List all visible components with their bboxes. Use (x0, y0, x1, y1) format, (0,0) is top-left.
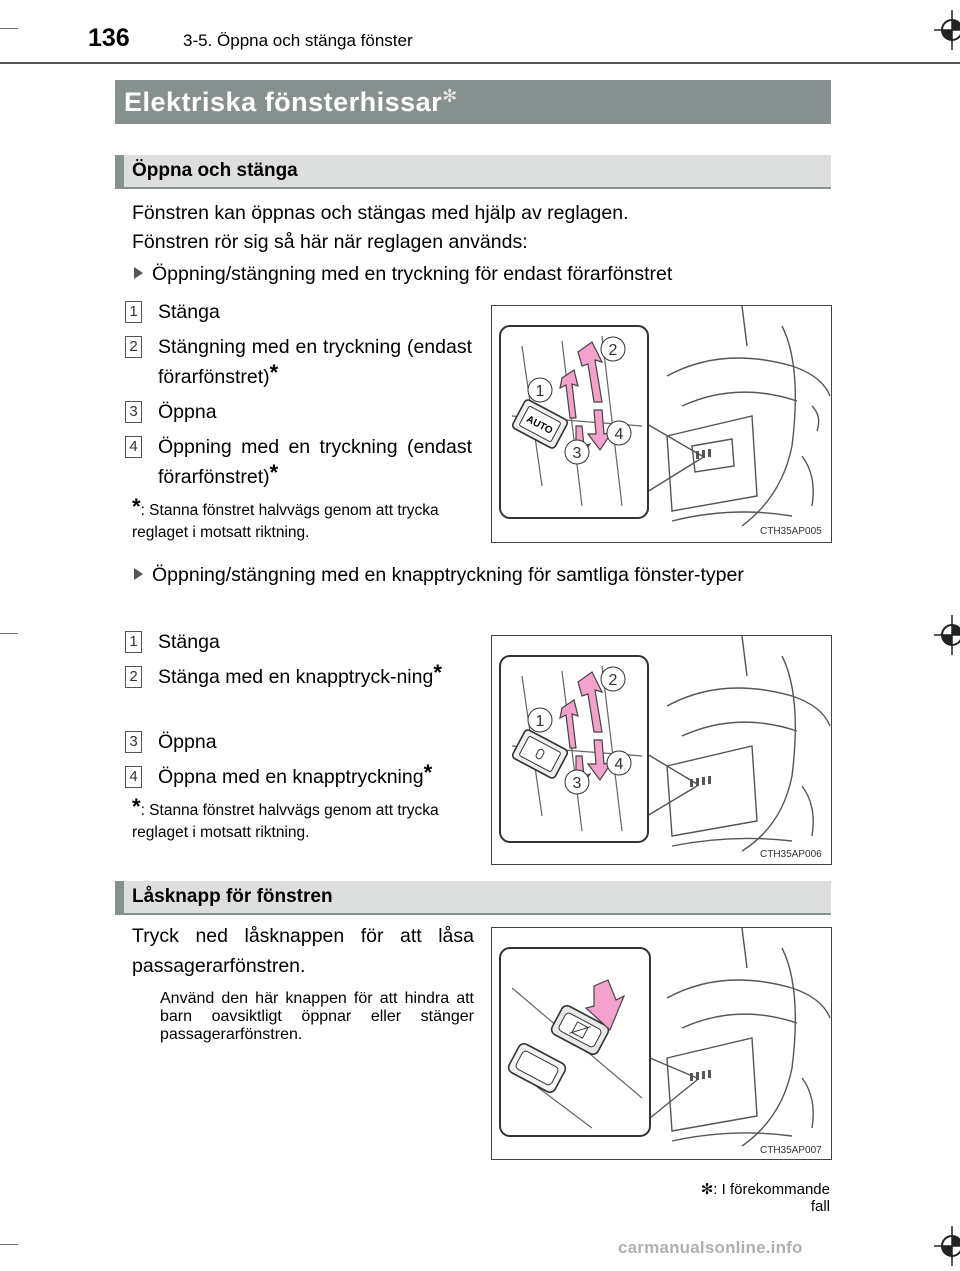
lock-note: Använd den här knappen för att hindra att barn oavsiktligt öppnar eller stänger passagerarfönstren. (160, 990, 474, 1043)
list-item (125, 627, 472, 657)
footnote-star: * (269, 460, 279, 485)
svg-text:2: 2 (608, 342, 618, 359)
svg-text:3: 3 (572, 445, 582, 462)
intro-text-1: Fönstren kan öppnas och stängas med hjälp av reglagen. (132, 202, 629, 224)
optional-mark: ✻ (442, 86, 458, 106)
footnote-star: * (269, 360, 279, 385)
watermark: carmanualsonline.info (618, 1238, 803, 1257)
item-text: Stängning med en tryckning (endast förarfönstret) (158, 336, 472, 388)
item-number-badge: 3 (125, 731, 142, 753)
registration-mark-icon (930, 10, 960, 50)
item-number-badge: 1 (125, 631, 142, 653)
svg-text:1: 1 (535, 713, 545, 730)
bullet-driver-window (134, 259, 672, 289)
item-text: Öppna (158, 731, 217, 753)
bullet-text: Öppning/stängning med en tryckning för endast förarfönstret (152, 263, 673, 285)
item-text: Öppning med en tryckning (endast förarfönstret) (158, 436, 472, 488)
intro-text-2: Fönstren rör sig så här när reglagen används: (132, 231, 528, 253)
list-item (125, 397, 472, 427)
crop-mark (0, 1244, 18, 1245)
figure-switch-driver (491, 305, 832, 543)
list-item (125, 297, 472, 327)
footnote-star: * (433, 660, 442, 685)
chapter-heading: 3-5. Öppna och stänga fönster (183, 31, 413, 50)
list-item (125, 727, 472, 757)
item-text: Stänga (158, 301, 220, 323)
item-number-badge: 4 (125, 436, 142, 458)
item-number-badge: 2 (125, 336, 142, 358)
section-heading-open-close: Öppna och stänga (115, 155, 831, 189)
page-title-text: Elektriska fönsterhissar (124, 87, 443, 117)
footnote-text: : Stanna fönstret halvvägs genom att trycka reglaget i motsatt riktning. (132, 802, 439, 841)
item-text: Stänga med en knapptryck-ning (158, 666, 434, 688)
svg-text:3: 3 (572, 775, 582, 792)
item-number-badge: 1 (125, 301, 142, 323)
lock-instruction: Tryck ned låsknappen för att låsa passagerarfönstren. (132, 925, 474, 977)
figure-switch-all (491, 635, 832, 865)
list-item (125, 662, 472, 724)
item-number-badge: 3 (125, 401, 142, 423)
item-text: Stänga (158, 631, 220, 653)
registration-mark-icon (930, 1226, 960, 1266)
bullet-all-windows (134, 560, 831, 590)
footnote-star: * (423, 760, 433, 785)
footnote (132, 794, 474, 844)
auto-label: AUTO (524, 413, 555, 437)
registration-mark-icon (930, 615, 960, 655)
page-title (115, 80, 831, 124)
svg-text:1: 1 (535, 383, 545, 400)
header-rule (0, 62, 960, 64)
bullet-triangle-icon (134, 267, 143, 279)
crop-mark (0, 28, 18, 29)
footnote-star: * (132, 794, 141, 819)
figure-lock-switch (491, 927, 832, 1160)
footnote-text: : Stanna fönstret halvvägs genom att trycka reglaget i motsatt riktning. (132, 502, 439, 541)
footnote-star: * (132, 494, 141, 519)
footnote (132, 494, 474, 544)
item-number-badge: 4 (125, 766, 142, 788)
figure-code: CTH35AP005 (760, 526, 822, 537)
crop-mark (0, 633, 18, 634)
svg-text:2: 2 (608, 672, 618, 689)
list-item (125, 762, 472, 792)
item-number-badge: 2 (125, 666, 142, 688)
footer-note: ✻: I förekommande fall (700, 1181, 830, 1215)
figure-code: CTH35AP006 (760, 849, 822, 860)
list-item (125, 332, 472, 394)
item-text: Öppna med en knapptryckning (158, 766, 424, 788)
section-heading-lock-switch: Låsknapp för fönstren (115, 881, 831, 915)
figure-code: CTH35AP007 (760, 1145, 822, 1156)
bullet-triangle-icon (134, 568, 143, 580)
list-item (125, 432, 472, 494)
svg-text:4: 4 (614, 426, 624, 443)
item-text: Öppna (158, 401, 217, 423)
svg-text:4: 4 (614, 756, 624, 773)
bullet-text: Öppning/stängning med en knapptryckning för samtliga fönster-typer (152, 564, 744, 586)
page-number: 136 (88, 24, 130, 52)
